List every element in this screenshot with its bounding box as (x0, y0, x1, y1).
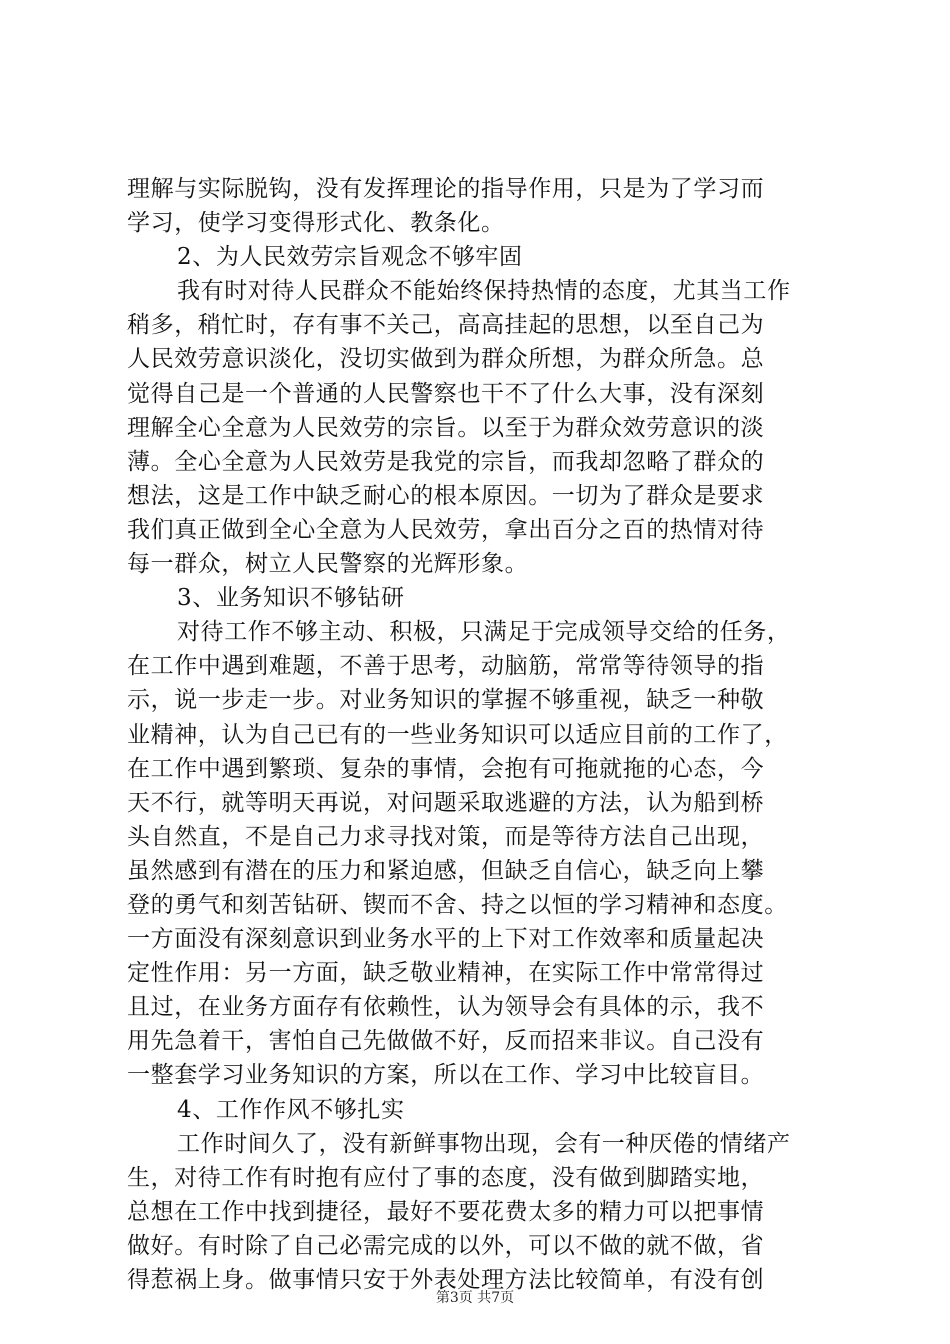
text-line: 想法，这是工作中缺乏耐心的根本原因。一切为了群众是要求 (127, 482, 765, 509)
text-line: 稍多，稍忙时，存有事不关己，高高挂起的思想，以至自己为 (127, 312, 765, 339)
text-line: 学习，使学习变得形式化、教条化。 (127, 210, 505, 237)
text-line: 我们真正做到全心全意为人民效劳，拿出百分之百的热情对待 (127, 516, 765, 543)
text-line: 觉得自己是一个普通的人民警察也干不了什么大事，没有深刻 (127, 380, 765, 407)
text-line: 在工作中遇到难题，不善于思考，动脑筋，常常等待领导的指 (127, 653, 765, 680)
section-heading: 2、为人民效劳宗旨观念不够牢固 (177, 244, 523, 271)
text-line: 对待工作不够主动、积极，只满足于完成领导交给的任务， (177, 619, 791, 646)
text-line: 天不行，就等明天再说，对问题采取逃避的方法，认为船到桥 (127, 789, 765, 816)
document-body (127, 172, 827, 1297)
text-line: 头自然直，不是自己力求寻找对策，而是等待方法自己出现， (127, 823, 765, 850)
text-line: 理解与实际脱钩，没有发挥理论的指导作用，只是为了学习而 (127, 176, 765, 202)
text-line: 总想在工作中找到捷径，最好不要花费太多的精力可以把事情 (127, 1198, 765, 1225)
text-line: 虽然感到有潜在的压力和紧迫感，但缺乏自信心，缺乏向上攀 (127, 857, 765, 884)
text-line: 我有时对待人民群众不能始终保持热情的态度，尤其当工作 (177, 278, 791, 305)
section-heading: 4、工作作风不够扎实 (177, 1096, 405, 1123)
text-line: 得惹祸上身。做事情只安于外表处理方法比较简单，有没有创 (127, 1267, 765, 1293)
text-line: 做好。有时除了自己必需完成的以外，可以不做的就不做，省 (127, 1232, 765, 1259)
text-line: 业精神，认为自己已有的一些业务知识可以适应目前的工作了， (127, 721, 788, 748)
text-line: 每一群众，树立人民警察的光辉形象。 (127, 551, 529, 578)
text-line: 一整套学习业务知识的方案，所以在工作、学习中比较盲目。 (127, 1062, 765, 1089)
page-footer: 第3页 共7页 (435, 1290, 515, 1306)
text-line: 一方面没有深刻意识到业务水平的上下对工作效率和质量起决 (127, 926, 765, 953)
text-line: 登的勇气和刻苦钻研、锲而不舍、持之以恒的学习精神和态度。 (127, 891, 788, 918)
text-line: 且过，在业务方面存有依赖性，认为领导会有具体的示，我不 (127, 994, 765, 1021)
text-line: 定性作用：另一方面，缺乏敬业精神，在实际工作中常常得过 (127, 960, 765, 987)
text-line: 用先急着干，害怕自己先做做不好，反而招来非议。自己没有 (127, 1028, 765, 1055)
text-line: 在工作中遇到繁琐、复杂的事情，会抱有可拖就拖的心态，今 (127, 755, 765, 782)
text-line: 生，对待工作有时抱有应付了事的态度，没有做到脚踏实地， (127, 1164, 765, 1191)
text-line: 薄。全心全意为人民效劳是我党的宗旨，而我却忽略了群众的 (127, 448, 765, 475)
text-line: 工作时间久了，没有新鲜事物出现，会有一种厌倦的情绪产 (177, 1130, 791, 1157)
text-line: 理解全心全意为人民效劳的宗旨。以至于为群众效劳意识的淡 (127, 414, 765, 441)
text-line: 人民效劳意识淡化，没切实做到为群众所想，为群众所急。总 (127, 346, 765, 373)
section-heading: 3、业务知识不够钻研 (177, 585, 405, 612)
text-line: 示，说一步走一步。对业务知识的掌握不够重视，缺乏一种敬 (127, 687, 765, 714)
